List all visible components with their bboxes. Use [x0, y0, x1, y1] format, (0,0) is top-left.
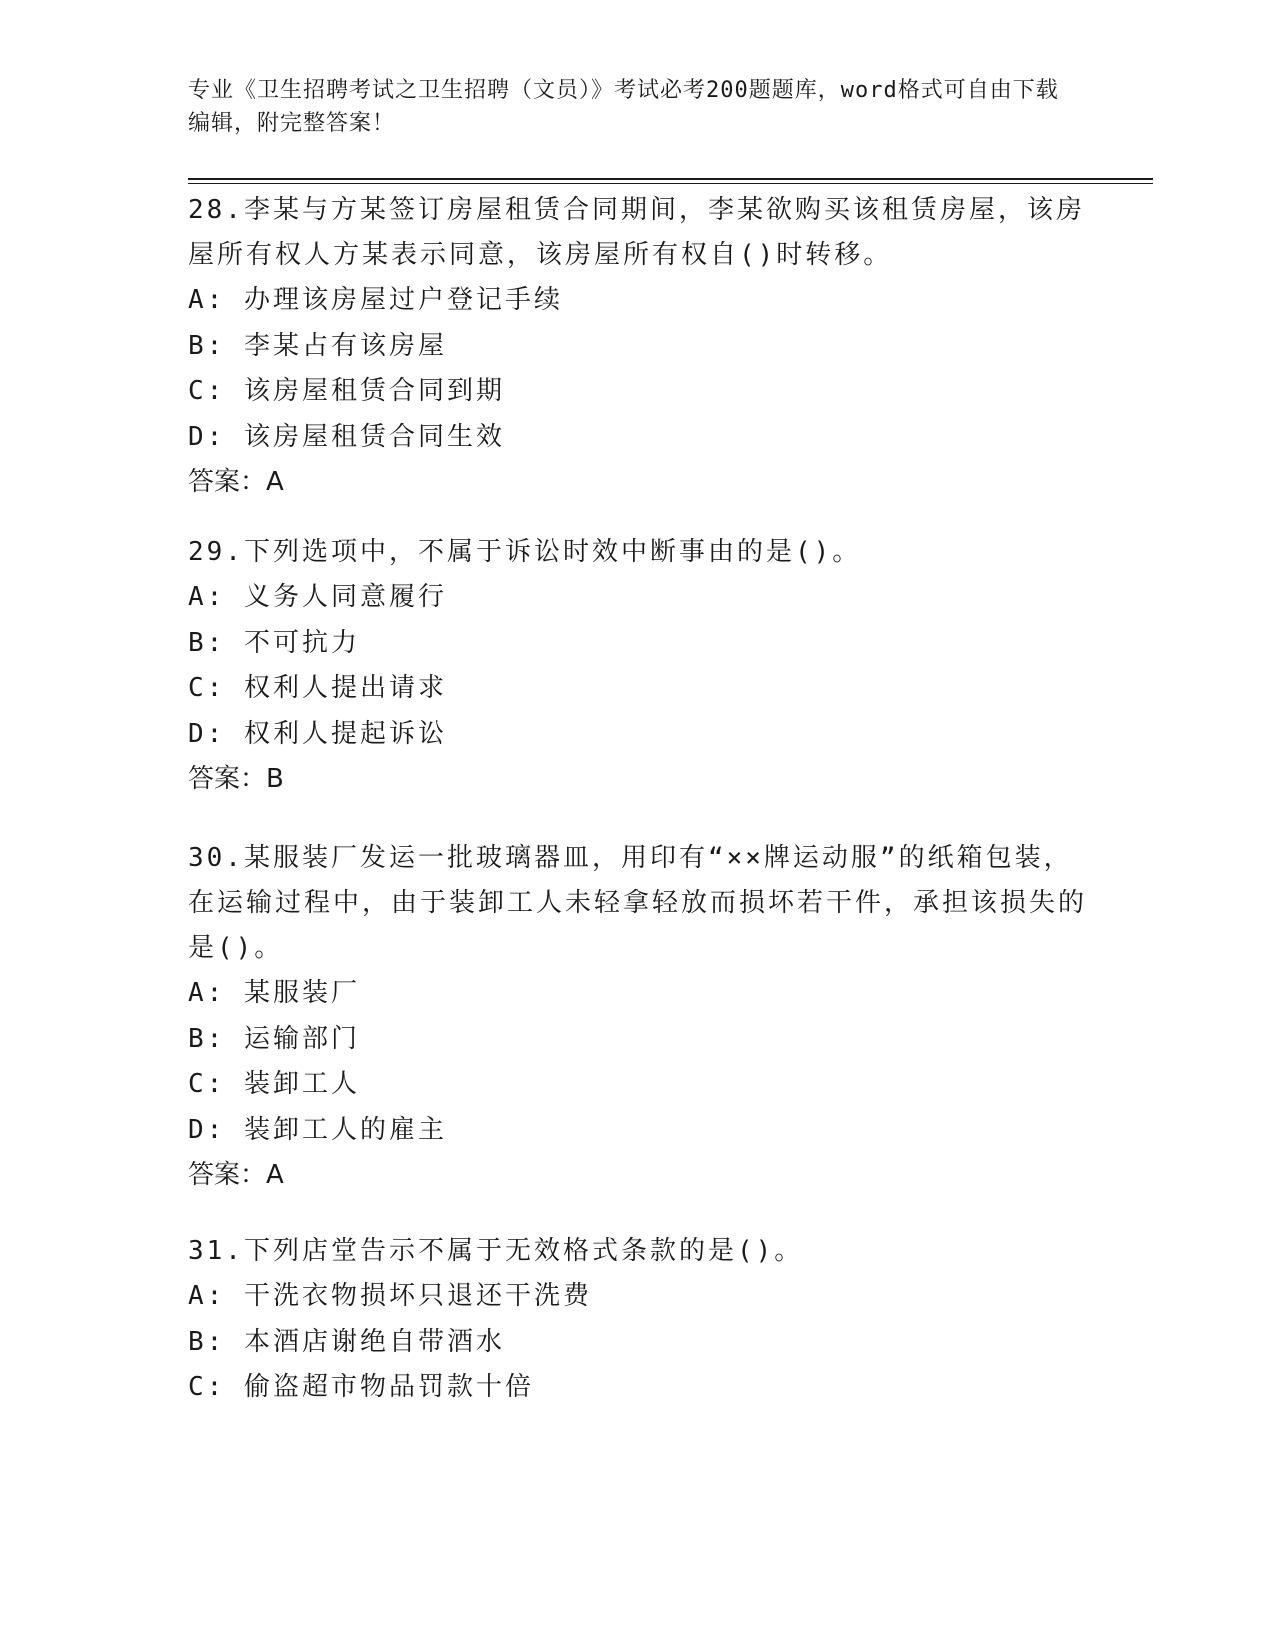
option-b: B: 本酒店谢绝自带酒水: [188, 1326, 505, 1357]
question-29: [188, 530, 1088, 803]
question-28: [188, 188, 1088, 506]
header-divider-thin: [188, 183, 1153, 184]
option-b: B: 运输部门: [188, 1023, 360, 1054]
question-31: [188, 1229, 1088, 1411]
answer: 答案：A: [188, 467, 284, 497]
question-stem: 29.下列选项中，不属于诉讼时效中断事由的是()。: [188, 537, 862, 567]
option-a: A: 干洗衣物损坏只退还干洗费: [188, 1281, 592, 1311]
option-a: A: 义务人同意履行: [188, 582, 447, 612]
question-30: [188, 836, 1088, 1199]
option-a: A: 办理该房屋过户登记手续: [188, 285, 563, 315]
option-d: D: 该房屋租赁合同生效: [188, 421, 505, 452]
option-c: C: 偷盗超市物品罚款十倍: [188, 1372, 534, 1402]
header-divider-thick: [188, 178, 1153, 180]
option-b: B: 李某占有该房屋: [188, 330, 447, 361]
question-stem: 30.某服装厂发运一批玻璃器皿，用印有“××牌运动服”的纸箱包装，在运输过程中，由于装卸工人未轻拿轻放而损坏若干件，承担该损失的是()。: [188, 843, 1088, 963]
question-stem: 31.下列店堂告示不属于无效格式条款的是()。: [188, 1236, 804, 1266]
option-c: C: 装卸工人: [188, 1069, 360, 1099]
question-stem: 28.李某与方某签订房屋租赁合同期间，李某欲购买该租赁房屋，该房屋所有权人方某表示同意，该房屋所有权自()时转移。: [188, 195, 1085, 270]
option-d: D: 权利人提起诉讼: [188, 718, 447, 749]
answer: 答案：B: [188, 764, 284, 794]
document-header: 专业《卫生招聘考试之卫生招聘（文员）》考试必考200题题库，word格式可自由下载编辑，附完整答案！: [188, 78, 1059, 136]
answer: 答案：A: [188, 1160, 284, 1190]
option-c: C: 该房屋租赁合同到期: [188, 376, 505, 406]
option-a: A: 某服装厂: [188, 978, 360, 1008]
option-d: D: 装卸工人的雇主: [188, 1114, 447, 1145]
option-b: B: 不可抗力: [188, 627, 360, 658]
option-c: C: 权利人提出请求: [188, 673, 447, 703]
